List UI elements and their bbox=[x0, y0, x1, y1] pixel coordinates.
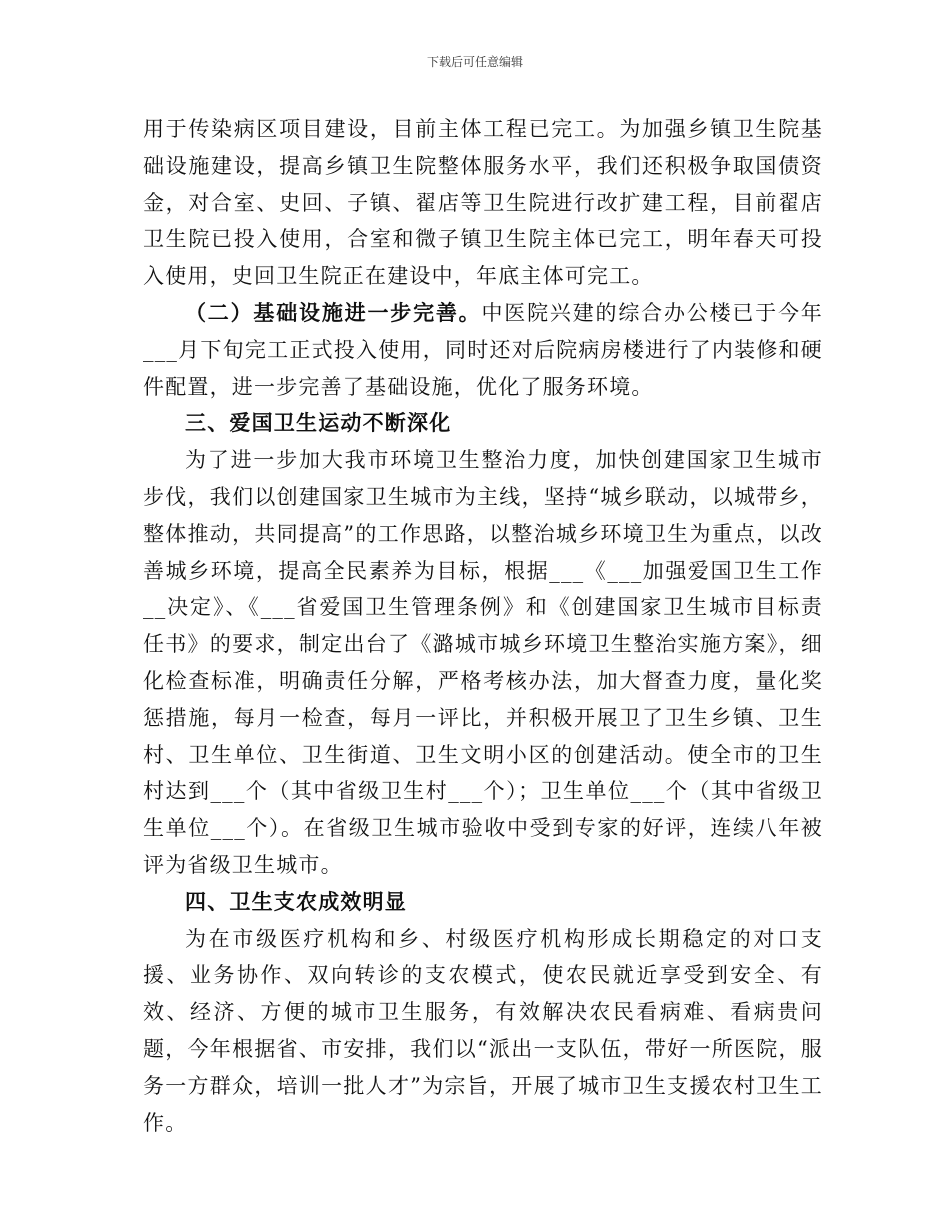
paragraph-body: 中医院兴建的综合办公楼已于今年___月下旬完工正式投入使用，同时还对后院病房楼进行了内装修和硬件配置，进一步完善了基础设施，优化了服务环境。 bbox=[143, 300, 823, 399]
paragraph-patriotic-health: 为了进一步加大我市环境卫生整治力度，加快创建国家卫生城市步伐，我们以创建国家卫生城市为主线，坚持“城乡联动，以城带乡，整体推动，共同提高”的工作思路，以整治城乡环境卫生为重点，以改善城乡环境，提高全民素养为目标，根据___《___加强爱国卫生工作__决定》、《___省爱国卫生管理条例》和《创建国家卫生城市目标责任书》的要求，制定出台了《潞城市城乡环境卫生整治实施方案》，细化检查标准，明确责任分解，严格考核办法，加大督查力度，量化奖惩措施，每月一检查，每月一评比，并积极开展卫了卫生乡镇、卫生村、卫生单位、卫生街道、卫生文明小区的创建活动。使全市的卫生村达到___个（其中省级卫生村___个）；卫生单位___个（其中省级卫生单位___个）。在省级卫生城市验收中受到专家的好评，连续八年被评为省级卫生城市。 bbox=[143, 448, 823, 877]
document-body bbox=[143, 111, 823, 1141]
section-heading-patriotic-health: 三、爱国卫生运动不断深化 bbox=[185, 410, 452, 436]
paragraph-infrastructure bbox=[143, 295, 823, 405]
page-header: 下载后可任意编辑 bbox=[426, 55, 523, 69]
section-heading-rural-support: 四、卫生支农成效明显 bbox=[185, 888, 407, 914]
paragraph-lead: （二）基础设施进一步完善。 bbox=[185, 299, 482, 325]
paragraph-rural-support: 为在市级医疗机构和乡、村级医疗机构形成长期稳定的对口支援、业务协作、双向转诊的支农模式，使农民就近享受到安全、有效、经济、方便的城市卫生服务，有效解决农民看病难、看病贵问题，今年根据省、市安排，我们以“派出一支队伍，带好一所医院，服务一方群众，培训一批人才”为宗旨，开展了城市卫生支援农村卫生工作。 bbox=[143, 926, 823, 1135]
paragraph-hospital-construction: 用于传染病区项目建设，目前主体工程已完工。为加强乡镇卫生院基础设施建设，提高乡镇卫生院整体服务水平，我们还积极争取国债资金，对合室、史回、子镇、翟店等卫生院进行改扩建工程，目前翟店卫生院已投入使用，合室和微子镇卫生院主体已完工，明年春天可投入使用，史回卫生院正在建设中，年底主体可完工。 bbox=[143, 117, 823, 289]
